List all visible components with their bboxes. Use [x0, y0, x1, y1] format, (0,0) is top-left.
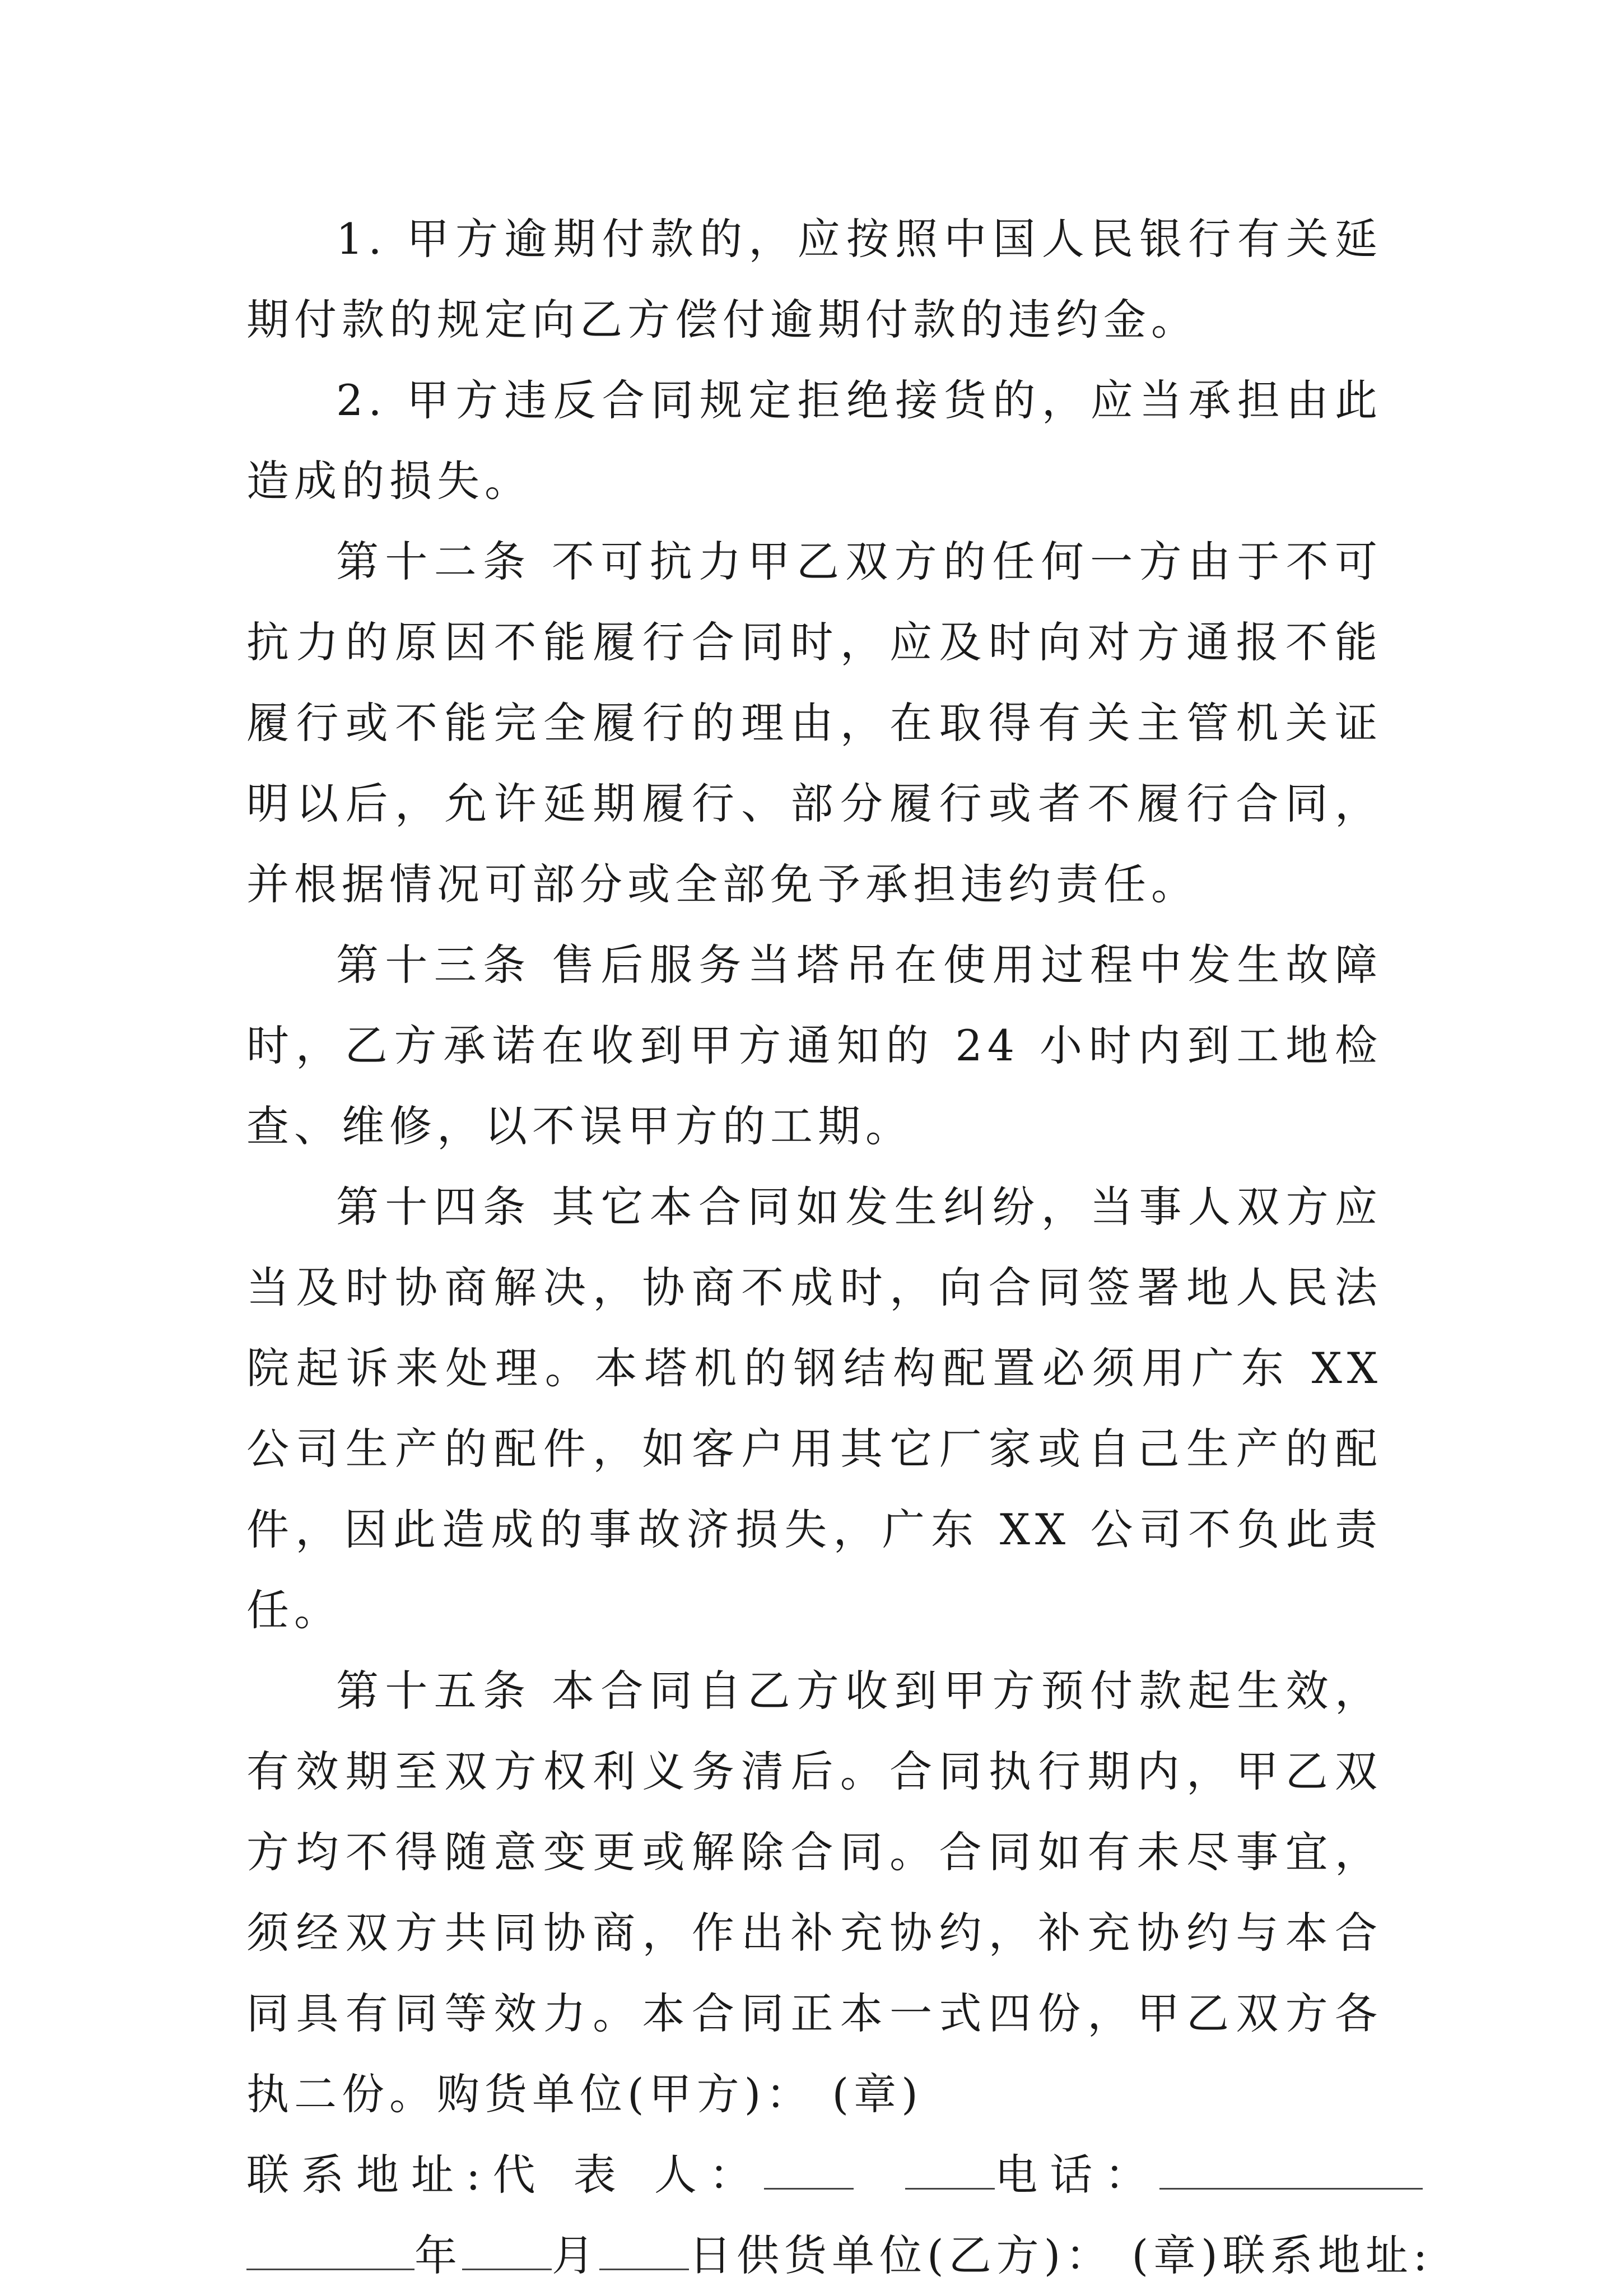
paragraph-clause-1: 1. 甲方逾期付款的，应按照中国人民银行有关延期付款的规定向乙方偿付逾期付款的违约金。	[246, 214, 1382, 344]
representative-blank-1	[764, 2146, 854, 2190]
paragraph-article-14: 第十四条 其它本合同如发生纠纷，当事人双方应当及时协商解决，协商不成时，向合同签署地人民法院起诉来处理。本塔机的钢结构配置必须用广东 XX 公司生产的配件，如客户用其它厂家或自己生产的配件，因此造成的事故济损失，广东 XX 公司不负此责任。	[246, 1182, 1382, 1635]
paragraph-article-15: 第十五条 本合同自乙方收到甲方预付款起生效，有效期至双方权利义务清后。合同执行期内，甲乙双方均不得随意变更或解除合同。合同如有未尽事宜，须经双方共同协商，作出补充协约，补充协约与本合同具有同等效力。本合同正本一式四份，甲乙双方各执二份。购货单位(甲方)： (章)	[246, 1666, 1382, 2119]
representative-blank-2	[905, 2146, 995, 2190]
year-label: 年	[414, 2230, 462, 2280]
signature-line-buyer	[246, 2135, 1382, 2215]
paragraph-article-12: 第十二条 不可抗力甲乙双方的任何一方由于不可抗力的原因不能履行合同时，应及时向对方通报不能履行或不能完全履行的理由，在取得有关主管机关证明以后，允许延期履行、部分履行或者不履行合同，并根据情况可部分或全部免予承担违约责任。	[246, 537, 1382, 909]
paragraph-clause-2: 2. 甲方违反合同规定拒绝接货的，应当承担由此造成的损失。	[246, 375, 1382, 506]
seller-line-text: 日供货单位(乙方)： (章)联系地址:	[689, 2230, 1433, 2280]
document-body	[246, 199, 1433, 2296]
day-blank	[599, 2227, 689, 2270]
month-blank	[462, 2227, 552, 2270]
phone-blank	[1159, 2146, 1423, 2190]
year-blank	[246, 2227, 414, 2270]
phone-label: 电话：	[995, 2150, 1160, 2200]
address-label: 联系地址:	[246, 2150, 493, 2200]
paragraph-article-13: 第十三条 售后服务当塔吊在使用过程中发生故障时，乙方承诺在收到甲方通知的 24 小时内到工地检查、维修，以不误甲方的工期。	[246, 940, 1382, 1151]
month-label: 月	[552, 2230, 599, 2280]
signature-line-date	[246, 2215, 1433, 2296]
representative-label: 代 表 人：	[492, 2150, 764, 2200]
